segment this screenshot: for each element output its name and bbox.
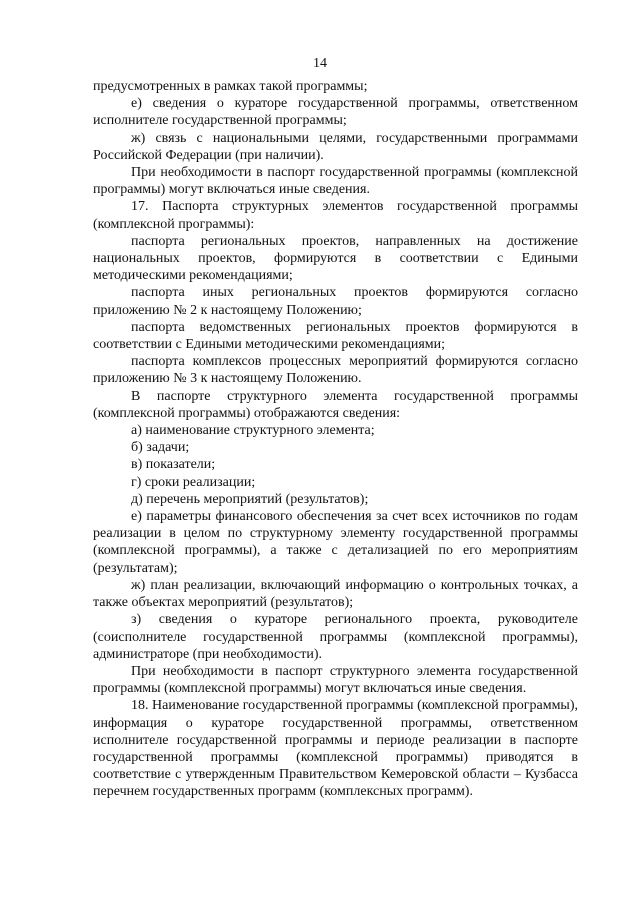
paragraph-process-complexes: паспорта комплексов процессных мероприятий формируются согласно приложению № 3 к настоящему Положению. bbox=[93, 354, 578, 387]
paragraph-section-18: 18. Наименование государственной программы (комплексной программы), информация о кураторе государственной программы, ответственном исполнителе государственной программы и периоде реализации в паспорте государственной программы (комплексной программы) приводятся в соответствие с утвержденным Правительством Кемеровской области – Кузбасса перечнем государственных программ (комплексных программ). bbox=[93, 698, 578, 800]
paragraph-item-e-curator: е) сведения о кураторе государственной программы, ответственном исполнителе государственной программы; bbox=[93, 96, 578, 129]
paragraph-item-zh-national-goals: ж) связь с национальными целями, государственными программами Российской Федерации (при наличии). bbox=[93, 130, 578, 163]
list-item-a: а) наименование структурного элемента; bbox=[131, 423, 375, 439]
list-item-d: д) перечень мероприятий (результатов); bbox=[131, 491, 369, 507]
list-item-v: в) показатели; bbox=[131, 457, 216, 473]
list-item-g: г) сроки реализации; bbox=[131, 474, 256, 490]
paragraph-departmental-projects: паспорта ведомственных региональных проектов формируются в соответствии с Едиными методическими рекомендациями; bbox=[93, 319, 578, 353]
list-item-zh: ж) план реализации, включающий информацию о контрольных точках, а также объектах мероприятий (результатов); bbox=[93, 577, 578, 611]
list-item-z: з) сведения о кураторе регионального проекта, руководителе (соисполнителе государственной программы (комплексной программы), администраторе (при необходимости). bbox=[93, 612, 578, 662]
page-number: 14 bbox=[313, 56, 327, 71]
paragraph-continuation: предусмотренных в рамках такой программы; bbox=[93, 79, 368, 94]
paragraph-other-regional-projects: паспорта иных региональных проектов формируются согласно приложению № 2 к настоящему Положению; bbox=[93, 285, 578, 318]
paragraph-structural-element-info: В паспорте структурного элемента государственной программы (комплексной программы) отображаются сведения: bbox=[93, 388, 578, 421]
document-body bbox=[93, 78, 578, 801]
list-item-e: е) параметры финансового обеспечения за счет всех источников по годам реализации в целом по структурному элементу государственной программы (комплексной программы), а также с детализацией по его мероприятиям (результатам); bbox=[93, 509, 578, 576]
paragraph-section-17: 17. Паспорта структурных элементов государственной программы (комплексной программы): bbox=[93, 199, 578, 232]
paragraph-regional-projects: паспорта региональных проектов, направленных на достижение национальных проектов, формируются в соответствии с Едиными методическими рекомендациями; bbox=[93, 233, 578, 284]
list-item-b: б) задачи; bbox=[131, 440, 190, 456]
paragraph-other-info-passport: При необходимости в паспорт государственной программы (комплексной программы) могут включаться иные сведения. bbox=[93, 165, 578, 198]
paragraph-other-info-element: При необходимости в паспорт структурного элемента государственной программы (комплексной программы) могут включаться иные сведения. bbox=[93, 663, 578, 697]
